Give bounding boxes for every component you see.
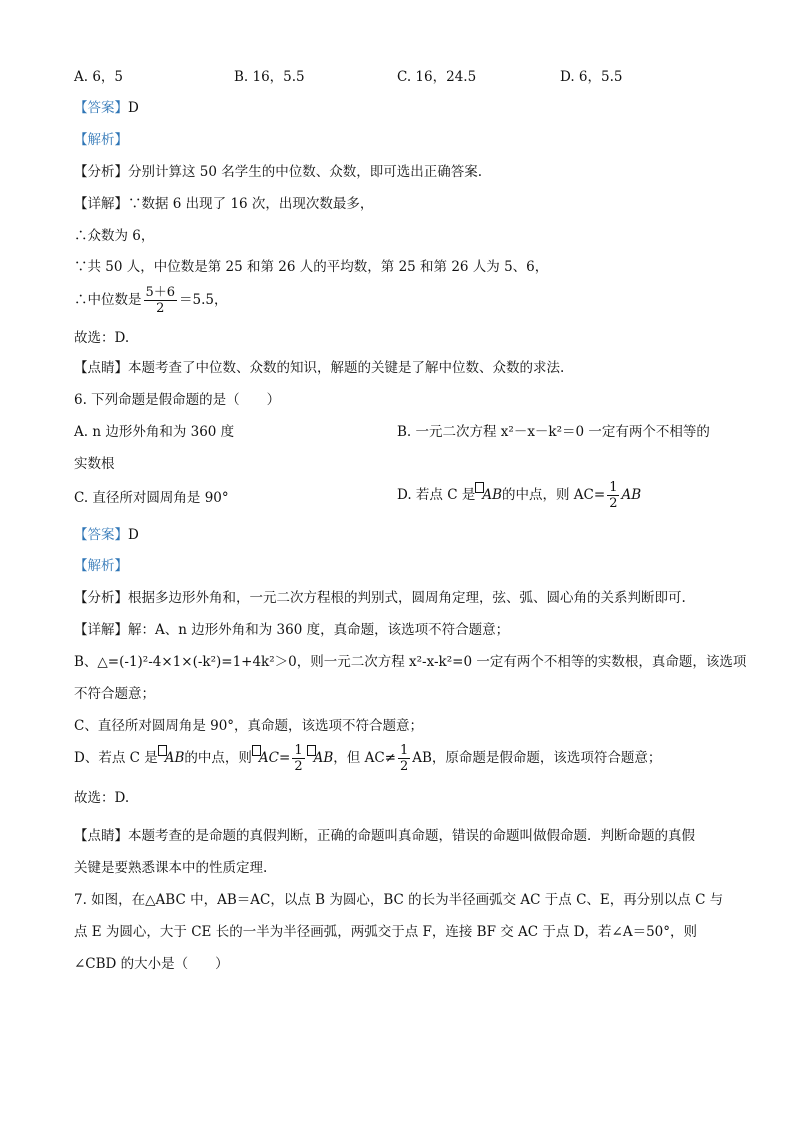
equals-sign: = [279,750,291,766]
option-d-prefix: D. 若点 C 是 [397,487,476,503]
q7-stem-line-2: 点 E 为圆心，大于 CE 长的一半为半径画弧，两弧交于点 F，连接 BF 交 AC 于点 D，若∠A＝50°，则 [74,924,697,940]
fraction-denominator: 2 [609,496,618,511]
q5-answer-line [74,99,139,117]
answer-value: D [128,100,139,116]
analysis-text: 根据多边形外角和，一元二次方程根的判别式，圆周角定理，弦、弧、圆心角的关系判断即可. [128,590,686,606]
q5-option-b: B. 16，5.5 [234,69,305,85]
q6-detail-c: C、直径所对圆周角是 90°，真命题，该选项不符合题意； [74,718,424,734]
q6-detail-b-line-1: B、△=(-1)²-4×1×(-k²)=1+4k²＞0，则一元二次方程 x²-x-k²=0 一定有两个不相等的实数根，真命题，该选项 [74,654,747,670]
median-label: ∴中位数是 [74,292,142,308]
answer-value: D [128,527,139,543]
detail-d-suffix: AB，原命题是假命题，该选项符合题意； [412,750,662,766]
fraction-denominator: 2 [399,759,409,774]
q6-option-b-line-1: B. 一元二次方程 x²－x－k²＝0 一定有两个不相等的 [397,424,710,440]
q5-option-a: A. 6，5 [74,69,124,85]
q6-stem: 6. 下列命题是假命题的是（ ） [74,392,281,408]
fraction-numerator: 1 [294,743,303,758]
detail-text: 解：A、n 边形外角和为 360 度，真命题，该选项不符合题意； [128,622,510,638]
q6-option-b-line-2: 实数根 [74,456,115,472]
q7-stem-line-1: 7. 如图，在△ABC 中，AB＝AC，以点 B 为圆心，BC 的长为半径画弧交 AC 于点 C、E，再分别以点 C 与 [74,892,724,908]
analysis-tag: 【分析】 [74,164,128,180]
q6-jiexi-tag: 【解析】 [74,558,128,574]
fraction-numerator: 1 [609,480,618,495]
half-fraction [398,743,410,774]
half-fraction [292,743,304,774]
q6-option-a: A. n 边形外角和为 360 度 [74,424,235,440]
arc-label: AB [482,487,503,503]
comment-text: 本题考查了中位数、众数的知识，解题的关键是了解中位数、众数的求法. [128,360,565,376]
q6-detail-a [74,621,509,639]
q6-choose: 故选：D. [74,790,130,806]
arc-ab [475,477,502,513]
arc-label: AB [313,750,334,766]
detail-d-prefix: D、若点 C 是 [74,750,158,766]
q5-jiexi-tag: 【解析】 [74,132,128,148]
fraction-numerator: 5＋6 [145,285,176,300]
q6-option-d [397,477,641,513]
q5-choose: 故选：D. [74,330,130,346]
comment-tag: 【点睛】 [74,828,128,844]
arc-ac [252,740,279,776]
comment-text: 本题考查的是命题的真假判断，正确的命题叫真命题，错误的命题叫做假命题．判断命题的真假 [128,828,695,844]
detail-tag: 【详解】 [74,622,128,638]
q6-comment-line-1 [74,827,695,845]
q5-comment-line [74,359,564,377]
option-d-suffix: AB [621,487,642,503]
q7-stem-line-3: ∠CBD 的大小是（ ） [74,956,229,972]
q5-detail-line-2: ∴众数为 6， [74,228,155,244]
q6-detail-d [74,740,661,776]
q6-analysis-line [74,589,686,607]
detail-tag: 【详解】 [74,196,128,212]
arc-ab [307,740,334,776]
detail-d-middle-2: ，但 AC≠ [333,750,396,766]
fraction-denominator: 2 [156,301,165,316]
detail-d-middle: 的中点，则 [184,750,252,766]
q6-answer-line [74,526,139,544]
q5-detail-line-1 [74,195,373,213]
fraction-numerator: 1 [399,743,409,758]
q5-detail-line-3: ∵共 50 人，中位数是第 25 和第 26 人的平均数，第 25 和第 26 人为 5、6， [74,259,549,275]
half-fraction [607,480,619,511]
q6-option-c: C. 直径所对圆周角是 90° [74,490,229,506]
analysis-tag: 【分析】 [74,590,128,606]
arc-label: AB [164,750,185,766]
detail-text: ∵数据 6 出现了 16 次，出现次数最多， [128,196,374,212]
analysis-text: 分别计算这 50 名学生的中位数、众数，即可选出正确答案. [128,164,483,180]
q5-detail-line-4 [74,282,228,318]
q5-analysis-line [74,163,482,181]
median-result: ＝5.5， [179,292,228,308]
fraction-denominator: 2 [294,759,303,774]
q6-comment-line-2: 关键是要熟悉课本中的性质定理. [74,860,268,876]
option-d-middle: 的中点，则 AC= [502,487,606,503]
answer-tag: 【答案】 [74,100,128,116]
q5-option-d: D. 6，5.5 [560,69,623,85]
arc-label: AC [258,750,280,766]
comment-tag: 【点睛】 [74,360,128,376]
q5-option-c: C. 16，24.5 [397,69,477,85]
arc-ab [158,740,185,776]
q6-detail-b-line-2: 不符合题意； [74,686,155,702]
answer-tag: 【答案】 [74,527,128,543]
median-fraction [144,285,178,316]
